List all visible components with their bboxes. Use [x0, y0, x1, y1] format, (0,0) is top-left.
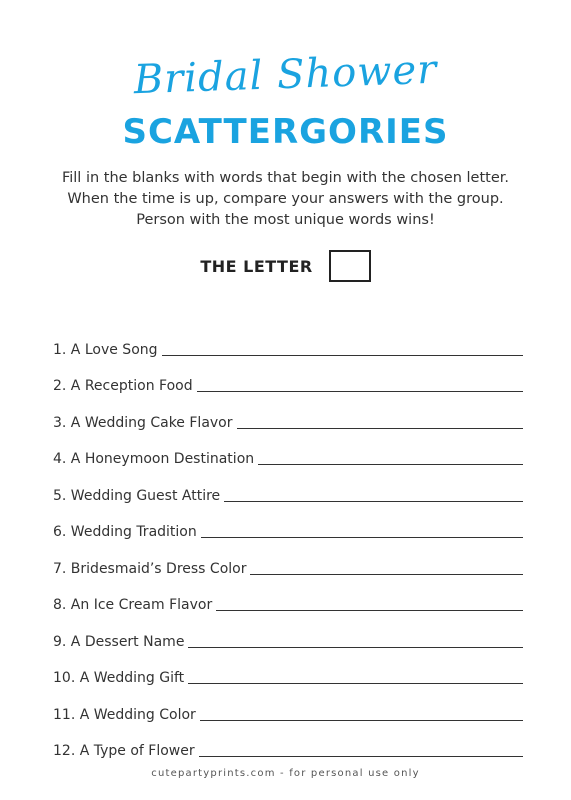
page-title: SCATTERGORIES: [122, 112, 449, 152]
answer-line[interactable]: [162, 354, 523, 356]
item-label: 10. A Wedding Gift: [53, 670, 185, 686]
item-label: 6. Wedding Tradition: [53, 524, 197, 540]
letter-label: THE LETTER: [200, 256, 313, 276]
letter-box[interactable]: [329, 250, 371, 282]
category-list: [53, 322, 523, 760]
answer-line[interactable]: [188, 682, 523, 684]
item-label: 9. A Dessert Name: [53, 633, 185, 650]
list-item: [53, 687, 523, 724]
instruction-line: Person with the most unique words wins!: [136, 212, 435, 228]
list-item: [53, 359, 523, 396]
answer-line[interactable]: [237, 427, 524, 429]
instruction-line: When the time is up, compare your answers with the group.: [67, 191, 504, 207]
list-item: [53, 724, 523, 761]
item-label: 12. A Type of Flower: [53, 743, 195, 759]
answer-line[interactable]: [258, 463, 523, 465]
answer-line[interactable]: [201, 536, 523, 538]
answer-line[interactable]: [250, 573, 523, 575]
item-label: 7. Bridesmaid’s Dress Color: [53, 560, 247, 577]
answer-line[interactable]: [216, 609, 523, 611]
instruction-line: Fill in the blanks with words that begin with the chosen letter.: [61, 170, 510, 186]
answer-line[interactable]: [200, 719, 523, 721]
answer-line[interactable]: [224, 500, 523, 502]
item-label: 3. A Wedding Cake Flavor: [53, 414, 233, 431]
item-label: 4. A Honeymoon Destination: [53, 451, 255, 467]
item-label: 5. Wedding Guest Attire: [53, 487, 221, 504]
item-label: 11. A Wedding Color: [53, 706, 196, 723]
script-title: Bridal Shower: [133, 46, 438, 104]
list-item: [53, 578, 523, 615]
item-label: 1. A Love Song: [53, 341, 158, 358]
list-item: [53, 322, 523, 359]
list-item: [53, 468, 523, 505]
item-label: 2. A Reception Food: [53, 378, 193, 394]
list-item: [53, 432, 523, 469]
answer-line[interactable]: [199, 755, 523, 757]
list-item: [53, 541, 523, 578]
list-item: [53, 651, 523, 688]
letter-row: [0, 250, 571, 282]
list-item: [53, 505, 523, 542]
answer-line[interactable]: [188, 646, 523, 648]
instructions: [0, 168, 571, 231]
list-item: [53, 614, 523, 651]
item-label: 8. An Ice Cream Flavor: [53, 597, 213, 613]
answer-line[interactable]: [197, 390, 523, 392]
list-item: [53, 395, 523, 432]
footer-text: cutepartyprints.com - for personal use only: [151, 768, 420, 779]
